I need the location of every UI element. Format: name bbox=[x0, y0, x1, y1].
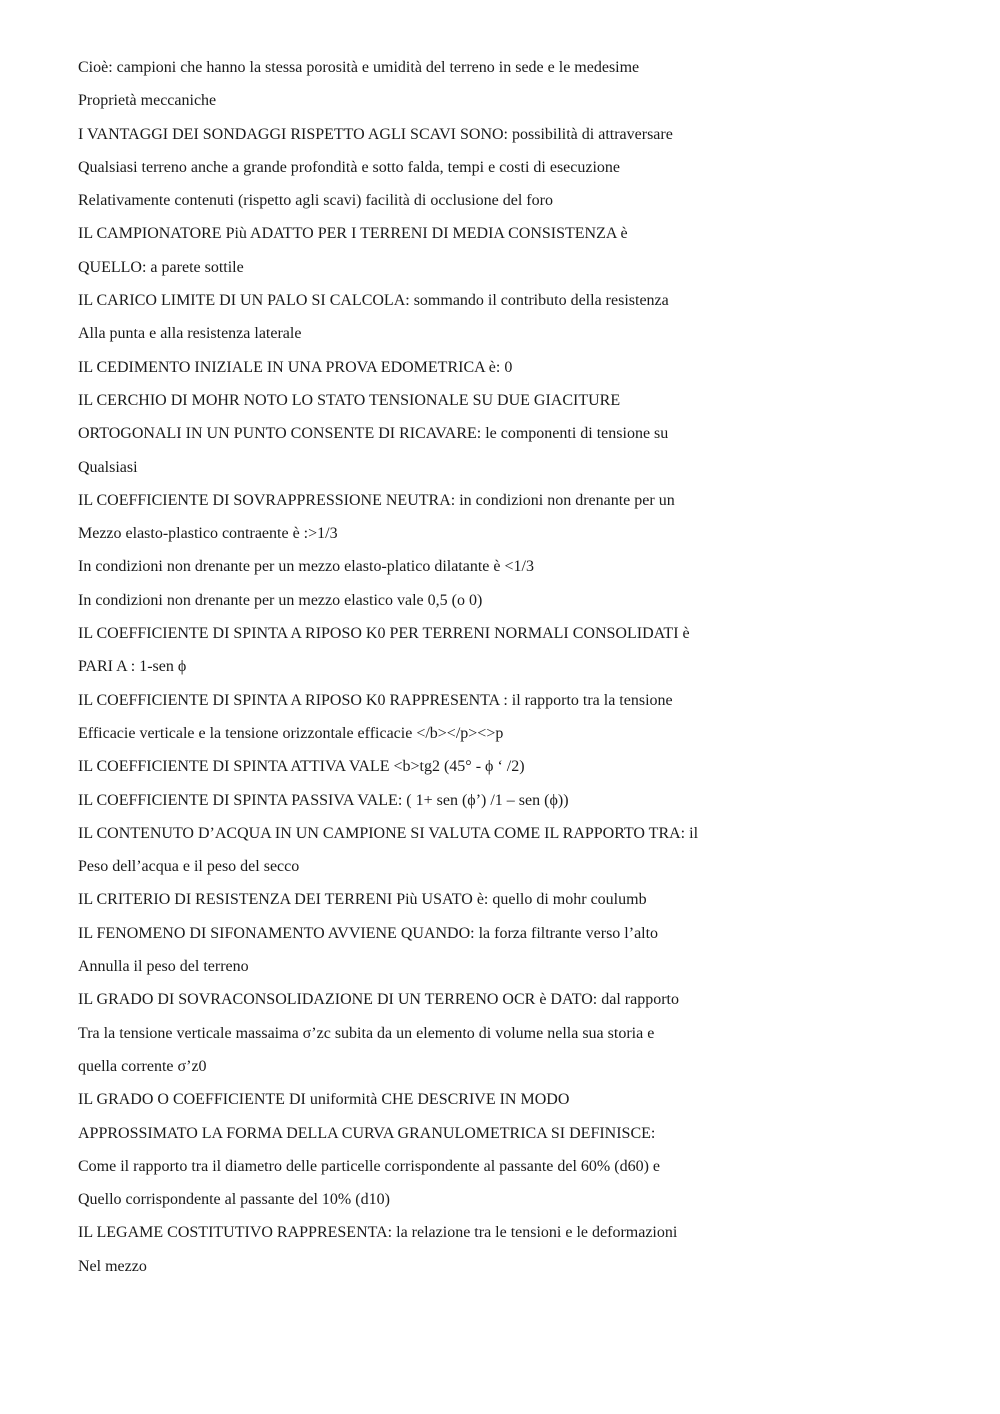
text-line: PARI A : 1-sen ϕ bbox=[78, 658, 187, 676]
text-line: IL CAMPIONATORE Più ADATTO PER I TERRENI DI MEDIA CONSISTENZA è bbox=[78, 225, 628, 243]
text-line: IL GRADO DI SOVRACONSOLIDAZIONE DI UN TERRENO OCR è DATO: dal rapporto bbox=[78, 991, 679, 1009]
text-line: In condizioni non drenante per un mezzo elastico vale 0,5 (o 0) bbox=[78, 591, 483, 609]
text-line: Cioè: campioni che hanno la stessa porosità e umidità del terreno in sede e le medesime bbox=[78, 59, 640, 76]
text-line: QUELLO: a parete sottile bbox=[78, 258, 244, 276]
text-line: Nel mezzo bbox=[78, 1257, 147, 1275]
text-line: Proprietà meccaniche bbox=[78, 92, 217, 110]
text-line: Tra la tensione verticale massaima σ’zc subita da un elemento di volume nella sua storia e bbox=[78, 1024, 655, 1042]
text-line: I VANTAGGI DEI SONDAGGI RISPETTO AGLI SCAVI SONO: possibilità di attraversare bbox=[78, 125, 673, 143]
text-line: IL COEFFICIENTE DI SOVRAPPRESSIONE NEUTRA: in condizioni non drenante per un bbox=[78, 491, 675, 509]
text-line: Efficacie verticale e la tensione orizzontale efficacie </b></p><>p bbox=[78, 724, 504, 742]
text-line: Come il rapporto tra il diametro delle particelle corrispondente al passante del 60% (d60) e bbox=[78, 1157, 661, 1175]
text-line: IL COEFFICIENTE DI SPINTA A RIPOSO K0 RAPPRESENTA : il rapporto tra la tensione bbox=[78, 691, 673, 709]
text-line: IL GRADO O COEFFICIENTE DI uniformità CHE DESCRIVE IN MODO bbox=[78, 1091, 570, 1109]
text-line: IL CERCHIO DI MOHR NOTO LO STATO TENSIONALE SU DUE GIACITURE bbox=[78, 391, 621, 409]
text-line: Alla punta e alla resistenza laterale bbox=[78, 325, 302, 343]
text-line: Quello corrispondente al passante del 10% (d10) bbox=[78, 1191, 390, 1209]
text-line: In condizioni non drenante per un mezzo elasto-platico dilatante è <1/3 bbox=[78, 558, 534, 576]
text-line: APPROSSIMATO LA FORMA DELLA CURVA GRANULOMETRICA SI DEFINISCE: bbox=[78, 1124, 656, 1142]
text-line: IL CARICO LIMITE DI UN PALO SI CALCOLA: sommando il contributo della resistenza bbox=[78, 292, 669, 310]
text-line: Mezzo elasto-plastico contraente è :>1/3 bbox=[78, 525, 338, 543]
text-line: IL COEFFICIENTE DI SPINTA PASSIVA VALE: ( 1+ sen (ϕ’) /1 – sen (ϕ)) bbox=[78, 791, 569, 809]
text-line: Qualsiasi bbox=[78, 458, 138, 476]
text-line: Relativamente contenuti (rispetto agli scavi) facilità di occlusione del foro bbox=[78, 192, 553, 210]
text-line: IL CEDIMENTO INIZIALE IN UNA PROVA EDOMETRICA è: 0 bbox=[78, 358, 513, 376]
document-body bbox=[78, 55, 978, 1287]
text-line: IL CONTENUTO D’ACQUA IN UN CAMPIONE SI VALUTA COME IL RAPPORTO TRA: il bbox=[78, 824, 699, 842]
text-line: IL COEFFICIENTE DI SPINTA A RIPOSO K0 PER TERRENI NORMALI CONSOLIDATI è bbox=[78, 625, 690, 643]
text-line: IL LEGAME COSTITUTIVO RAPPRESENTA: la relazione tra le tensioni e le deformazioni bbox=[78, 1224, 678, 1242]
text-line: Peso dell’acqua e il peso del secco bbox=[78, 858, 300, 876]
text-line: IL FENOMENO DI SIFONAMENTO AVVIENE QUANDO: la forza filtrante verso l’alto bbox=[78, 924, 659, 942]
text-line: ORTOGONALI IN UN PUNTO CONSENTE DI RICAVARE: le componenti di tensione su bbox=[78, 425, 669, 443]
text-line: IL COEFFICIENTE DI SPINTA ATTIVA VALE <b>tg2 (45° - ϕ ‘ /2) bbox=[78, 758, 525, 776]
text-line: Annulla il peso del terreno bbox=[78, 958, 249, 976]
text-line: quella corrente σ’z0 bbox=[78, 1057, 207, 1075]
text-line: Qualsiasi terreno anche a grande profondità e sotto falda, tempi e costi di esecuzione bbox=[78, 158, 621, 176]
text-line: IL CRITERIO DI RESISTENZA DEI TERRENI Più USATO è: quello di mohr coulumb bbox=[78, 891, 647, 909]
